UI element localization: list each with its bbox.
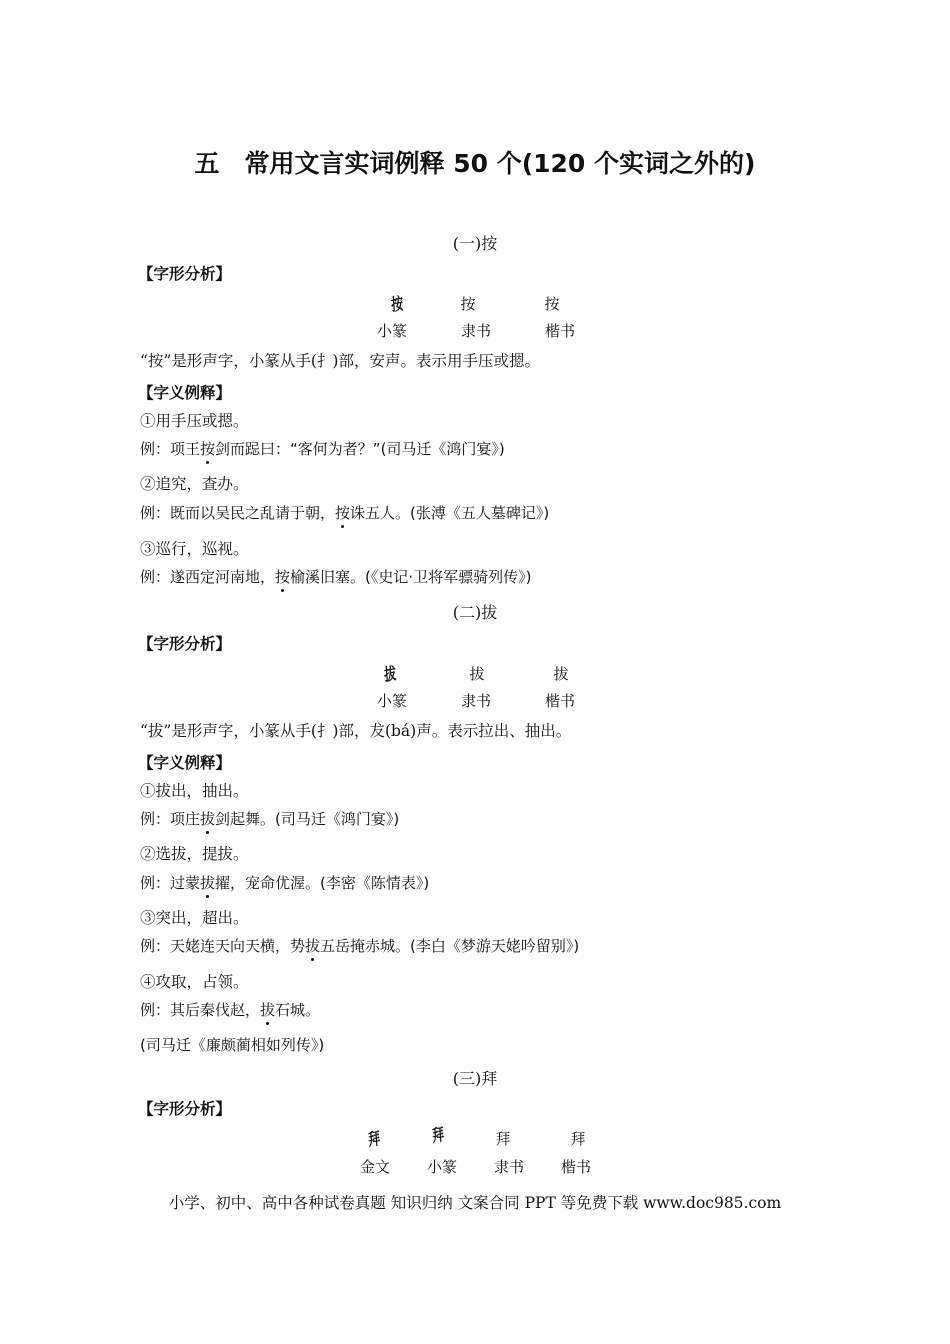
key-character: 拔 [200, 874, 216, 892]
clerical-glyph-ba: 拔 [469, 665, 485, 683]
example-sentence: 例：项王按剑而跽曰：“客何为者？”(司马迁《鸿门宴》) [140, 440, 505, 458]
section-title-an: (一)按 [452, 234, 498, 253]
key-character: 按 [200, 440, 216, 458]
example-sentence: 例：项庄拔剑起舞。(司马迁《鸿门宴》) [140, 810, 400, 828]
clerical-glyph-an: 按 [460, 295, 476, 313]
section-title-bai: (三)拜 [452, 1069, 498, 1088]
regular-glyph-ba: 拔 [553, 665, 569, 683]
sense-item: ②追究，查办。 [140, 475, 249, 493]
key-character: 拔 [200, 810, 216, 828]
regular-glyph-bai: 拜 [570, 1130, 586, 1148]
caption-seal: 小篆 [376, 692, 407, 710]
key-character: 拔 [260, 1001, 276, 1019]
seal-glyph-an: 按 [390, 294, 402, 316]
example-sentence: 例：既而以吴民之乱请于朝，按诛五人。(张溥《五人墓碑记》) [140, 504, 550, 522]
sense-item: ①用手压或摁。 [140, 412, 249, 430]
sense-item: ③突出，超出。 [140, 909, 249, 927]
sense-item: ②选拔，提拔。 [140, 845, 249, 863]
example-sentence: 例：其后秦伐赵，拔石城。 [140, 1001, 321, 1019]
seal-glyph-ba: 拔 [383, 664, 395, 686]
caption-seal: 小篆 [426, 1158, 457, 1176]
label-meaning-examples: 【字义例释】 [138, 384, 232, 402]
caption-bronze: 金文 [359, 1158, 390, 1176]
key-character: 按 [335, 504, 351, 522]
glyph-description: “按”是形声字，小篆从手(扌)部，安声。表示用手压或摁。 [140, 352, 540, 370]
section-title-ba: (二)拔 [452, 603, 498, 622]
key-character: 按 [275, 568, 291, 586]
seal-glyph-bai: 拜 [431, 1125, 443, 1147]
bronze-glyph-bai: 拜 [367, 1129, 379, 1151]
label-meaning-examples: 【字义例释】 [138, 754, 232, 772]
key-character: 拔 [305, 937, 321, 955]
example-source: (司马迁《廉颇蔺相如列传》) [140, 1036, 325, 1054]
caption-regular: 楷书 [560, 1158, 591, 1176]
sense-item: ③巡行，巡视。 [140, 540, 249, 558]
caption-seal: 小篆 [376, 322, 407, 340]
sense-item: ④攻取，占领。 [140, 973, 249, 991]
caption-clerical: 隶书 [460, 322, 491, 340]
label-shape-analysis: 【字形分析】 [138, 265, 232, 283]
regular-glyph-an: 按 [544, 295, 560, 313]
page-title: 五 常用文言实词例释 50 个(120 个实词之外的) [194, 149, 756, 178]
clerical-glyph-bai: 拜 [495, 1130, 511, 1148]
caption-clerical: 隶书 [460, 692, 491, 710]
label-shape-analysis: 【字形分析】 [138, 1100, 232, 1118]
caption-clerical: 隶书 [493, 1158, 524, 1176]
example-sentence: 例：过蒙拔擢，宠命优渥。(李密《陈情表》) [140, 874, 430, 892]
example-sentence: 例：天姥连天向天横，势拔五岳掩赤城。(李白《梦游天姥吟留别》) [140, 937, 580, 955]
example-sentence: 例：遂西定河南地，按榆溪旧塞。(《史记·卫将军骠骑列传》) [140, 568, 532, 586]
caption-regular: 楷书 [544, 322, 575, 340]
sense-item: ①拔出，抽出。 [140, 782, 249, 800]
caption-regular: 楷书 [544, 692, 575, 710]
label-shape-analysis: 【字形分析】 [138, 635, 232, 653]
glyph-description: “拔”是形声字，小篆从手(扌)部，犮(bá)声。表示拉出、抽出。 [140, 722, 572, 740]
page-footer: 小学、初中、高中各种试卷真题 知识归纳 文案合同 PPT 等免费下载 www.doc985.com [168, 1194, 782, 1212]
